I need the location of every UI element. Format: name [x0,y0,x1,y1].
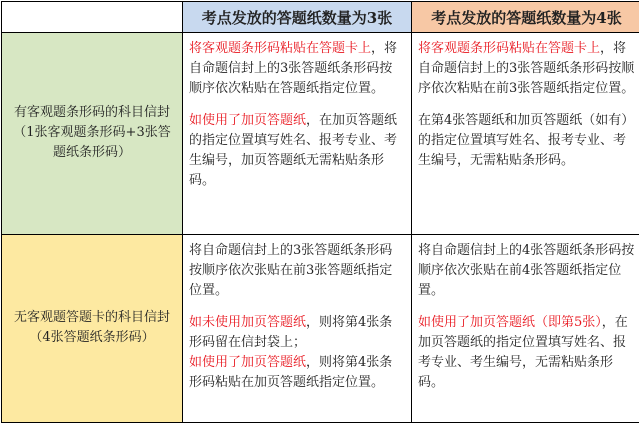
emphasis-text: 如使用了加页答题纸（即第5张） [418,315,602,330]
cell-row2-col4 [412,234,639,422]
instruction-text: ，则将第4张条形码留在信封袋上； [189,315,392,350]
emphasis-text: 如使用了加页答题纸 [189,113,306,128]
row-label-with-objective [2,33,183,234]
instruction-paragraph [189,39,405,99]
emphasis-text: 如使用了加页答题纸 [189,355,306,370]
instruction-text: 将自命题信封上的4张答题纸条形码按顺序依次张贴在前4张答题纸指定位置。 [418,243,634,298]
instruction-text: ，将自命题信封上的3张答题纸条形码按顺序依次粘贴在答题纸指定位置。 [189,41,397,96]
row-label-without-objective [2,234,183,422]
header-3-sheets: 考点发放的答题纸数量为3张 [183,2,412,33]
emphasis-text: 如未使用加页答题纸 [189,315,306,330]
instruction-paragraph [189,241,405,301]
instruction-paragraph [418,313,635,393]
cell-row1-col3 [183,33,412,234]
row-without-objective [2,234,639,422]
emphasis-text: 将客观题条形码粘贴在答题卡上 [189,41,371,56]
instruction-text: ，则将第4张条形码粘贴在加页答题纸指定位置。 [189,355,392,390]
row-label-sub: （1张客观题条形码+3张答题纸条形码） [10,123,174,163]
instruction-paragraph [418,39,635,99]
instruction-text: ，将自命题信封上的3张答题纸条形码按顺序依次粘贴在前3张答题纸指定位置。 [418,41,634,96]
row-with-objective-barcode [2,33,639,234]
instruction-paragraph [189,313,405,353]
instruction-paragraph [418,111,635,171]
header-row [2,2,639,33]
emphasis-text: 将客观题条形码粘贴在答题卡上 [418,41,600,56]
instruction-text: 将自命题信封上的3张答题纸条形码按顺序依次张贴在前3张答题纸指定位置。 [189,243,392,298]
row-label-title: 有客观题条形码的科目信封 [10,103,174,123]
instruction-paragraph [189,353,405,393]
row-label-title: 无客观题答题卡的科目信封 [10,308,174,328]
instruction-text: ，在加页答题纸的指定位置填写姓名、报考专业、考生编号，无需粘贴条形码。 [418,315,628,390]
instruction-text: ，在加页答题纸的指定位置填写姓名、报考专业、考生编号，加页答题纸无需粘贴条形码。 [189,113,397,188]
instruction-text: 在第4张答题纸和加页答题纸（如有）的指定位置填写姓名、报考专业、考生编号，无需粘贴条形码。 [418,113,634,168]
cell-row2-col3 [183,234,412,422]
corner-cell [2,2,183,33]
header-4-sheets: 考点发放的答题纸数量为4张 [412,2,639,33]
cell-row1-col4 [412,33,639,234]
instruction-paragraph [189,111,405,191]
row-label-sub: （4张答题纸条形码） [10,328,174,348]
answer-sheet-table [1,1,639,423]
instruction-paragraph [418,241,635,301]
